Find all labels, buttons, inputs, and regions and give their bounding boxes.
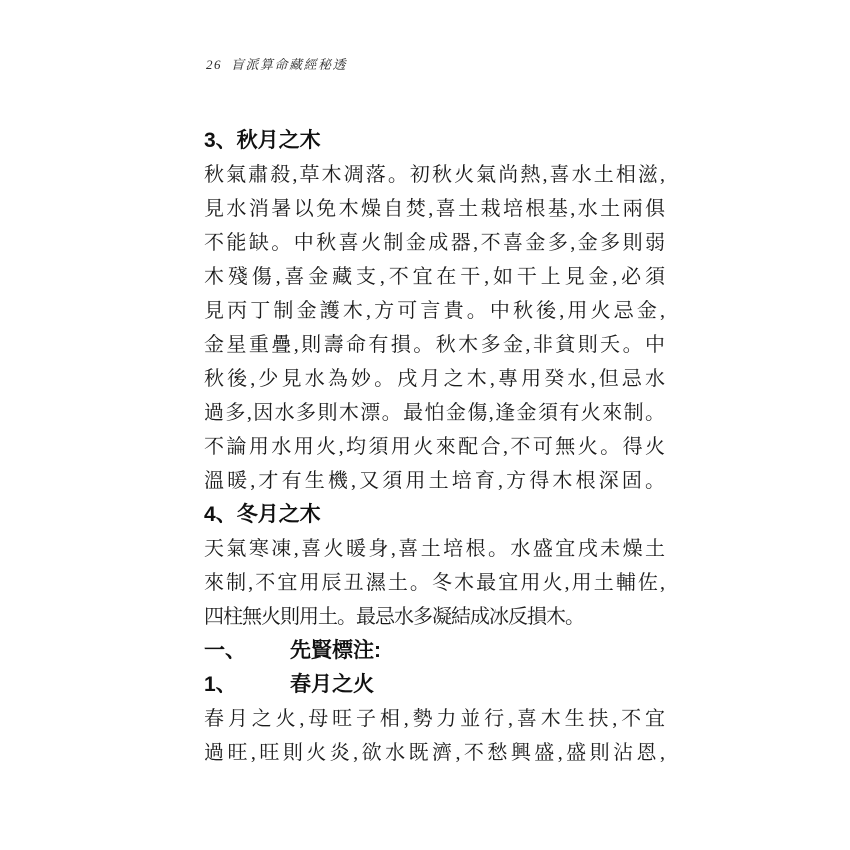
running-header (206, 54, 347, 73)
body-line: 來制,不宜用辰丑濕土。冬木最宜用火,用土輔佐, (204, 572, 664, 594)
list-heading-title: 先賢標注: (290, 639, 381, 662)
body-line: 秋氣肅殺,草木凋落。初秋火氣尚熱,喜水土相滋, (204, 164, 664, 186)
body-line: 溫暖,才有生機,又須用土培育,方得木根深固。 (204, 470, 664, 492)
list-heading-number: 1、 (204, 673, 237, 696)
body-line: 不能缺。中秋喜火制金成器,不喜金多,金多則弱 (204, 232, 664, 254)
list-heading (204, 668, 664, 702)
body-line: 春月之火,母旺子相,勢力並行,喜木生扶,不宜 (204, 708, 664, 730)
body-line: 見丙丁制金護木,方可言貴。中秋後,用火忌金, (204, 300, 664, 322)
section-heading: 3、秋月之木 (204, 129, 321, 152)
body-line: 見水消暑以免木燥自焚,喜土栽培根基,水土兩俱 (204, 198, 664, 220)
body-line: 金星重疊,則壽命有損。秋木多金,非貧則夭。中 (204, 334, 664, 356)
body-line: 木殘傷,喜金藏支,不宜在干,如干上見金,必須 (204, 266, 664, 288)
body-line: 過旺,旺則火炎,欲水既濟,不愁興盛,盛則沾恩, (204, 742, 664, 764)
page-body (204, 124, 664, 770)
body-line: 秋後,少見水為妙。戌月之木,專用癸水,但忌水 (204, 368, 664, 390)
section-heading: 4、冬月之木 (204, 503, 321, 526)
body-line: 天氣寒凍,喜火暖身,喜土培根。水盛宜戌未燥土 (204, 538, 664, 560)
body-line: 四柱無火則用土。最忌水多凝結成冰反損木。 (204, 606, 584, 628)
list-heading (204, 634, 664, 668)
list-heading-title: 春月之火 (290, 673, 374, 696)
list-heading-number: 一、 (204, 639, 246, 662)
page-number: 26 (206, 57, 222, 72)
body-line: 不論用水用火,均須用火來配合,不可無火。得火 (204, 436, 664, 458)
book-title: 盲派算命藏經秘透 (231, 57, 348, 72)
body-line: 過多,因水多則木漂。最怕金傷,逢金須有火來制。 (204, 402, 664, 424)
